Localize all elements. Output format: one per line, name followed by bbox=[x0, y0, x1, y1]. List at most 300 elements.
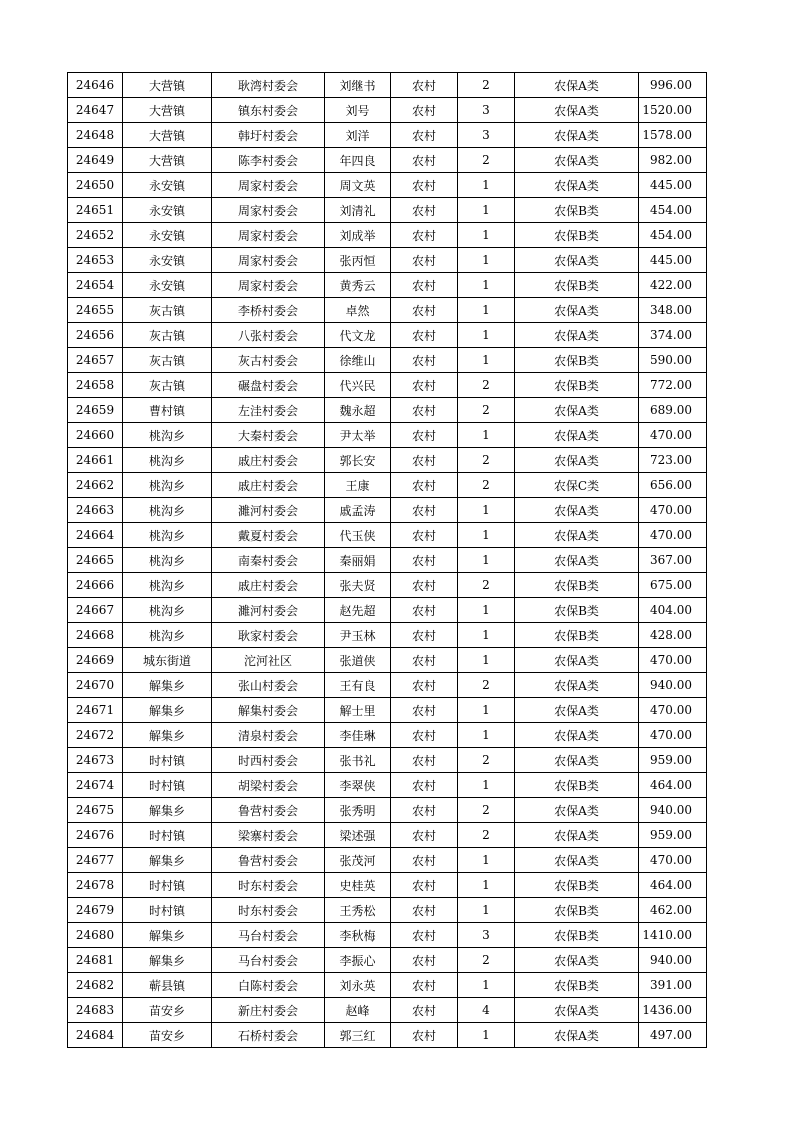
id-cell: 24680 bbox=[68, 923, 123, 948]
count-cell: 1 bbox=[458, 1023, 515, 1048]
town-cell: 永安镇 bbox=[123, 173, 212, 198]
table-row bbox=[68, 948, 707, 973]
amount-cell: 470.00 bbox=[639, 698, 707, 723]
table-row bbox=[68, 148, 707, 173]
village-cell: 鲁营村委会 bbox=[212, 798, 325, 823]
id-cell: 24665 bbox=[68, 548, 123, 573]
table-row bbox=[68, 573, 707, 598]
category-cell: 农保B类 bbox=[515, 598, 639, 623]
table-row bbox=[68, 448, 707, 473]
village-cell: 陈李村委会 bbox=[212, 148, 325, 173]
town-cell: 解集乡 bbox=[123, 698, 212, 723]
village-cell: 周家村委会 bbox=[212, 248, 325, 273]
village-cell: 张山村委会 bbox=[212, 673, 325, 698]
area-cell: 农村 bbox=[391, 673, 458, 698]
table-row bbox=[68, 498, 707, 523]
amount-cell: 445.00 bbox=[639, 248, 707, 273]
area-cell: 农村 bbox=[391, 298, 458, 323]
area-cell: 农村 bbox=[391, 423, 458, 448]
village-cell: 耿家村委会 bbox=[212, 623, 325, 648]
category-cell: 农保A类 bbox=[515, 798, 639, 823]
village-cell: 时东村委会 bbox=[212, 873, 325, 898]
id-cell: 24654 bbox=[68, 273, 123, 298]
category-cell: 农保B类 bbox=[515, 348, 639, 373]
amount-cell: 940.00 bbox=[639, 798, 707, 823]
village-cell: 清泉村委会 bbox=[212, 723, 325, 748]
table-row bbox=[68, 473, 707, 498]
category-cell: 农保A类 bbox=[515, 323, 639, 348]
id-cell: 24648 bbox=[68, 123, 123, 148]
category-cell: 农保B类 bbox=[515, 623, 639, 648]
area-cell: 农村 bbox=[391, 948, 458, 973]
village-cell: 南秦村委会 bbox=[212, 548, 325, 573]
count-cell: 1 bbox=[458, 348, 515, 373]
name-cell: 王有良 bbox=[325, 673, 391, 698]
table-row bbox=[68, 398, 707, 423]
id-cell: 24672 bbox=[68, 723, 123, 748]
table-row bbox=[68, 898, 707, 923]
village-cell: 新庄村委会 bbox=[212, 998, 325, 1023]
amount-cell: 940.00 bbox=[639, 673, 707, 698]
table-row bbox=[68, 373, 707, 398]
category-cell: 农保B类 bbox=[515, 898, 639, 923]
town-cell: 桃沟乡 bbox=[123, 623, 212, 648]
village-cell: 马台村委会 bbox=[212, 948, 325, 973]
id-cell: 24653 bbox=[68, 248, 123, 273]
table-row bbox=[68, 298, 707, 323]
name-cell: 张茂河 bbox=[325, 848, 391, 873]
count-cell: 3 bbox=[458, 98, 515, 123]
category-cell: 农保A类 bbox=[515, 398, 639, 423]
area-cell: 农村 bbox=[391, 973, 458, 998]
town-cell: 解集乡 bbox=[123, 723, 212, 748]
area-cell: 农村 bbox=[391, 723, 458, 748]
town-cell: 解集乡 bbox=[123, 948, 212, 973]
village-cell: 马台村委会 bbox=[212, 923, 325, 948]
village-cell: 石桥村委会 bbox=[212, 1023, 325, 1048]
table-row bbox=[68, 1023, 707, 1048]
table-row bbox=[68, 548, 707, 573]
table-body bbox=[68, 73, 707, 1048]
count-cell: 1 bbox=[458, 898, 515, 923]
name-cell: 戚孟涛 bbox=[325, 498, 391, 523]
village-cell: 周家村委会 bbox=[212, 198, 325, 223]
count-cell: 2 bbox=[458, 573, 515, 598]
count-cell: 1 bbox=[458, 723, 515, 748]
area-cell: 农村 bbox=[391, 773, 458, 798]
amount-cell: 470.00 bbox=[639, 848, 707, 873]
category-cell: 农保A类 bbox=[515, 498, 639, 523]
amount-cell: 959.00 bbox=[639, 823, 707, 848]
count-cell: 2 bbox=[458, 73, 515, 98]
count-cell: 2 bbox=[458, 948, 515, 973]
name-cell: 李翠侠 bbox=[325, 773, 391, 798]
amount-cell: 374.00 bbox=[639, 323, 707, 348]
village-cell: 周家村委会 bbox=[212, 223, 325, 248]
area-cell: 农村 bbox=[391, 98, 458, 123]
village-cell: 李桥村委会 bbox=[212, 298, 325, 323]
village-cell: 镇东村委会 bbox=[212, 98, 325, 123]
town-cell: 桃沟乡 bbox=[123, 448, 212, 473]
town-cell: 灰古镇 bbox=[123, 373, 212, 398]
town-cell: 桃沟乡 bbox=[123, 498, 212, 523]
id-cell: 24651 bbox=[68, 198, 123, 223]
category-cell: 农保B类 bbox=[515, 923, 639, 948]
town-cell: 解集乡 bbox=[123, 798, 212, 823]
amount-cell: 470.00 bbox=[639, 498, 707, 523]
village-cell: 周家村委会 bbox=[212, 173, 325, 198]
id-cell: 24659 bbox=[68, 398, 123, 423]
category-cell: 农保A类 bbox=[515, 98, 639, 123]
area-cell: 农村 bbox=[391, 498, 458, 523]
area-cell: 农村 bbox=[391, 373, 458, 398]
table-row bbox=[68, 348, 707, 373]
town-cell: 苗安乡 bbox=[123, 1023, 212, 1048]
category-cell: 农保A类 bbox=[515, 548, 639, 573]
count-cell: 1 bbox=[458, 973, 515, 998]
village-cell: 耿湾村委会 bbox=[212, 73, 325, 98]
records-table bbox=[67, 72, 707, 1048]
amount-cell: 464.00 bbox=[639, 873, 707, 898]
amount-cell: 723.00 bbox=[639, 448, 707, 473]
town-cell: 城东街道 bbox=[123, 648, 212, 673]
count-cell: 3 bbox=[458, 123, 515, 148]
table-row bbox=[68, 673, 707, 698]
amount-cell: 348.00 bbox=[639, 298, 707, 323]
table-row bbox=[68, 323, 707, 348]
amount-cell: 772.00 bbox=[639, 373, 707, 398]
count-cell: 2 bbox=[458, 823, 515, 848]
village-cell: 韩圩村委会 bbox=[212, 123, 325, 148]
village-cell: 灰古村委会 bbox=[212, 348, 325, 373]
town-cell: 大营镇 bbox=[123, 73, 212, 98]
area-cell: 农村 bbox=[391, 273, 458, 298]
amount-cell: 470.00 bbox=[639, 648, 707, 673]
table-row bbox=[68, 923, 707, 948]
village-cell: 戴夏村委会 bbox=[212, 523, 325, 548]
name-cell: 郭长安 bbox=[325, 448, 391, 473]
table-row bbox=[68, 748, 707, 773]
name-cell: 张丙恒 bbox=[325, 248, 391, 273]
name-cell: 郭三红 bbox=[325, 1023, 391, 1048]
table-row bbox=[68, 173, 707, 198]
category-cell: 农保A类 bbox=[515, 948, 639, 973]
count-cell: 1 bbox=[458, 173, 515, 198]
id-cell: 24675 bbox=[68, 798, 123, 823]
count-cell: 1 bbox=[458, 273, 515, 298]
area-cell: 农村 bbox=[391, 398, 458, 423]
id-cell: 24679 bbox=[68, 898, 123, 923]
amount-cell: 982.00 bbox=[639, 148, 707, 173]
amount-cell: 1436.00 bbox=[639, 998, 707, 1023]
amount-cell: 454.00 bbox=[639, 198, 707, 223]
category-cell: 农保A类 bbox=[515, 523, 639, 548]
count-cell: 2 bbox=[458, 798, 515, 823]
amount-cell: 1520.00 bbox=[639, 98, 707, 123]
count-cell: 2 bbox=[458, 473, 515, 498]
amount-cell: 590.00 bbox=[639, 348, 707, 373]
id-cell: 24674 bbox=[68, 773, 123, 798]
table-row bbox=[68, 798, 707, 823]
count-cell: 1 bbox=[458, 298, 515, 323]
town-cell: 桃沟乡 bbox=[123, 598, 212, 623]
table-row bbox=[68, 773, 707, 798]
name-cell: 刘永英 bbox=[325, 973, 391, 998]
name-cell: 李振心 bbox=[325, 948, 391, 973]
amount-cell: 656.00 bbox=[639, 473, 707, 498]
category-cell: 农保A类 bbox=[515, 723, 639, 748]
table-row bbox=[68, 623, 707, 648]
id-cell: 24655 bbox=[68, 298, 123, 323]
area-cell: 农村 bbox=[391, 173, 458, 198]
count-cell: 1 bbox=[458, 648, 515, 673]
town-cell: 灰古镇 bbox=[123, 348, 212, 373]
town-cell: 蕲县镇 bbox=[123, 973, 212, 998]
name-cell: 秦丽娟 bbox=[325, 548, 391, 573]
town-cell: 时村镇 bbox=[123, 823, 212, 848]
count-cell: 2 bbox=[458, 748, 515, 773]
table-row bbox=[68, 648, 707, 673]
category-cell: 农保B类 bbox=[515, 273, 639, 298]
name-cell: 魏永超 bbox=[325, 398, 391, 423]
id-cell: 24673 bbox=[68, 748, 123, 773]
table-row bbox=[68, 598, 707, 623]
village-cell: 沱河社区 bbox=[212, 648, 325, 673]
village-cell: 濉河村委会 bbox=[212, 498, 325, 523]
village-cell: 碾盘村委会 bbox=[212, 373, 325, 398]
count-cell: 1 bbox=[458, 323, 515, 348]
category-cell: 农保A类 bbox=[515, 73, 639, 98]
count-cell: 3 bbox=[458, 923, 515, 948]
id-cell: 24649 bbox=[68, 148, 123, 173]
table-row bbox=[68, 98, 707, 123]
name-cell: 刘清礼 bbox=[325, 198, 391, 223]
amount-cell: 464.00 bbox=[639, 773, 707, 798]
id-cell: 24666 bbox=[68, 573, 123, 598]
area-cell: 农村 bbox=[391, 223, 458, 248]
name-cell: 解士里 bbox=[325, 698, 391, 723]
category-cell: 农保A类 bbox=[515, 448, 639, 473]
town-cell: 曹村镇 bbox=[123, 398, 212, 423]
village-cell: 戚庄村委会 bbox=[212, 473, 325, 498]
id-cell: 24669 bbox=[68, 648, 123, 673]
amount-cell: 470.00 bbox=[639, 423, 707, 448]
village-cell: 梁寨村委会 bbox=[212, 823, 325, 848]
name-cell: 年四良 bbox=[325, 148, 391, 173]
area-cell: 农村 bbox=[391, 348, 458, 373]
village-cell: 戚庄村委会 bbox=[212, 448, 325, 473]
category-cell: 农保A类 bbox=[515, 673, 639, 698]
id-cell: 24657 bbox=[68, 348, 123, 373]
area-cell: 农村 bbox=[391, 698, 458, 723]
town-cell: 灰古镇 bbox=[123, 323, 212, 348]
category-cell: 农保B类 bbox=[515, 573, 639, 598]
village-cell: 大秦村委会 bbox=[212, 423, 325, 448]
table-row bbox=[68, 223, 707, 248]
name-cell: 李秋梅 bbox=[325, 923, 391, 948]
count-cell: 1 bbox=[458, 873, 515, 898]
village-cell: 周家村委会 bbox=[212, 273, 325, 298]
area-cell: 农村 bbox=[391, 648, 458, 673]
amount-cell: 1578.00 bbox=[639, 123, 707, 148]
id-cell: 24671 bbox=[68, 698, 123, 723]
table-row bbox=[68, 423, 707, 448]
town-cell: 大营镇 bbox=[123, 123, 212, 148]
table-row bbox=[68, 723, 707, 748]
town-cell: 桃沟乡 bbox=[123, 523, 212, 548]
area-cell: 农村 bbox=[391, 73, 458, 98]
count-cell: 1 bbox=[458, 198, 515, 223]
area-cell: 农村 bbox=[391, 873, 458, 898]
count-cell: 1 bbox=[458, 248, 515, 273]
amount-cell: 675.00 bbox=[639, 573, 707, 598]
category-cell: 农保A类 bbox=[515, 698, 639, 723]
id-cell: 24661 bbox=[68, 448, 123, 473]
count-cell: 1 bbox=[458, 698, 515, 723]
town-cell: 大营镇 bbox=[123, 98, 212, 123]
table-row bbox=[68, 273, 707, 298]
id-cell: 24647 bbox=[68, 98, 123, 123]
town-cell: 大营镇 bbox=[123, 148, 212, 173]
village-cell: 八张村委会 bbox=[212, 323, 325, 348]
name-cell: 卓然 bbox=[325, 298, 391, 323]
area-cell: 农村 bbox=[391, 898, 458, 923]
id-cell: 24650 bbox=[68, 173, 123, 198]
town-cell: 桃沟乡 bbox=[123, 573, 212, 598]
category-cell: 农保A类 bbox=[515, 148, 639, 173]
town-cell: 时村镇 bbox=[123, 898, 212, 923]
name-cell: 徐维山 bbox=[325, 348, 391, 373]
count-cell: 2 bbox=[458, 148, 515, 173]
town-cell: 桃沟乡 bbox=[123, 473, 212, 498]
table-row bbox=[68, 123, 707, 148]
id-cell: 24662 bbox=[68, 473, 123, 498]
count-cell: 4 bbox=[458, 998, 515, 1023]
amount-cell: 462.00 bbox=[639, 898, 707, 923]
amount-cell: 391.00 bbox=[639, 973, 707, 998]
area-cell: 农村 bbox=[391, 248, 458, 273]
area-cell: 农村 bbox=[391, 848, 458, 873]
table-row bbox=[68, 198, 707, 223]
amount-cell: 996.00 bbox=[639, 73, 707, 98]
area-cell: 农村 bbox=[391, 923, 458, 948]
name-cell: 王秀松 bbox=[325, 898, 391, 923]
id-cell: 24678 bbox=[68, 873, 123, 898]
category-cell: 农保A类 bbox=[515, 648, 639, 673]
amount-cell: 470.00 bbox=[639, 723, 707, 748]
village-cell: 濉河村委会 bbox=[212, 598, 325, 623]
name-cell: 尹玉林 bbox=[325, 623, 391, 648]
area-cell: 农村 bbox=[391, 998, 458, 1023]
name-cell: 刘继书 bbox=[325, 73, 391, 98]
id-cell: 24668 bbox=[68, 623, 123, 648]
town-cell: 桃沟乡 bbox=[123, 423, 212, 448]
id-cell: 24663 bbox=[68, 498, 123, 523]
id-cell: 24676 bbox=[68, 823, 123, 848]
id-cell: 24652 bbox=[68, 223, 123, 248]
amount-cell: 1410.00 bbox=[639, 923, 707, 948]
id-cell: 24682 bbox=[68, 973, 123, 998]
name-cell: 代文龙 bbox=[325, 323, 391, 348]
area-cell: 农村 bbox=[391, 523, 458, 548]
town-cell: 永安镇 bbox=[123, 273, 212, 298]
table-row bbox=[68, 973, 707, 998]
count-cell: 1 bbox=[458, 423, 515, 448]
table-row bbox=[68, 998, 707, 1023]
town-cell: 解集乡 bbox=[123, 673, 212, 698]
town-cell: 解集乡 bbox=[123, 848, 212, 873]
name-cell: 史桂英 bbox=[325, 873, 391, 898]
amount-cell: 959.00 bbox=[639, 748, 707, 773]
town-cell: 时村镇 bbox=[123, 748, 212, 773]
amount-cell: 940.00 bbox=[639, 948, 707, 973]
area-cell: 农村 bbox=[391, 148, 458, 173]
id-cell: 24670 bbox=[68, 673, 123, 698]
count-cell: 1 bbox=[458, 598, 515, 623]
category-cell: 农保A类 bbox=[515, 748, 639, 773]
name-cell: 代兴民 bbox=[325, 373, 391, 398]
amount-cell: 497.00 bbox=[639, 1023, 707, 1048]
town-cell: 永安镇 bbox=[123, 248, 212, 273]
category-cell: 农保B类 bbox=[515, 973, 639, 998]
category-cell: 农保A类 bbox=[515, 123, 639, 148]
count-cell: 1 bbox=[458, 623, 515, 648]
id-cell: 24646 bbox=[68, 73, 123, 98]
amount-cell: 454.00 bbox=[639, 223, 707, 248]
name-cell: 张道侠 bbox=[325, 648, 391, 673]
name-cell: 赵先超 bbox=[325, 598, 391, 623]
area-cell: 农村 bbox=[391, 598, 458, 623]
id-cell: 24683 bbox=[68, 998, 123, 1023]
id-cell: 24684 bbox=[68, 1023, 123, 1048]
amount-cell: 422.00 bbox=[639, 273, 707, 298]
village-cell: 时东村委会 bbox=[212, 898, 325, 923]
category-cell: 农保B类 bbox=[515, 873, 639, 898]
count-cell: 1 bbox=[458, 773, 515, 798]
id-cell: 24658 bbox=[68, 373, 123, 398]
table-row bbox=[68, 848, 707, 873]
amount-cell: 367.00 bbox=[639, 548, 707, 573]
amount-cell: 689.00 bbox=[639, 398, 707, 423]
category-cell: 农保B类 bbox=[515, 373, 639, 398]
area-cell: 农村 bbox=[391, 573, 458, 598]
name-cell: 尹太举 bbox=[325, 423, 391, 448]
category-cell: 农保B类 bbox=[515, 773, 639, 798]
area-cell: 农村 bbox=[391, 323, 458, 348]
town-cell: 时村镇 bbox=[123, 773, 212, 798]
area-cell: 农村 bbox=[391, 448, 458, 473]
area-cell: 农村 bbox=[391, 798, 458, 823]
category-cell: 农保A类 bbox=[515, 1023, 639, 1048]
village-cell: 左洼村委会 bbox=[212, 398, 325, 423]
name-cell: 张夫贤 bbox=[325, 573, 391, 598]
town-cell: 永安镇 bbox=[123, 198, 212, 223]
category-cell: 农保C类 bbox=[515, 473, 639, 498]
count-cell: 1 bbox=[458, 848, 515, 873]
area-cell: 农村 bbox=[391, 623, 458, 648]
area-cell: 农村 bbox=[391, 823, 458, 848]
table-row bbox=[68, 73, 707, 98]
id-cell: 24664 bbox=[68, 523, 123, 548]
count-cell: 2 bbox=[458, 673, 515, 698]
category-cell: 农保A类 bbox=[515, 248, 639, 273]
count-cell: 2 bbox=[458, 448, 515, 473]
amount-cell: 404.00 bbox=[639, 598, 707, 623]
count-cell: 2 bbox=[458, 373, 515, 398]
town-cell: 时村镇 bbox=[123, 873, 212, 898]
category-cell: 农保B类 bbox=[515, 223, 639, 248]
area-cell: 农村 bbox=[391, 123, 458, 148]
